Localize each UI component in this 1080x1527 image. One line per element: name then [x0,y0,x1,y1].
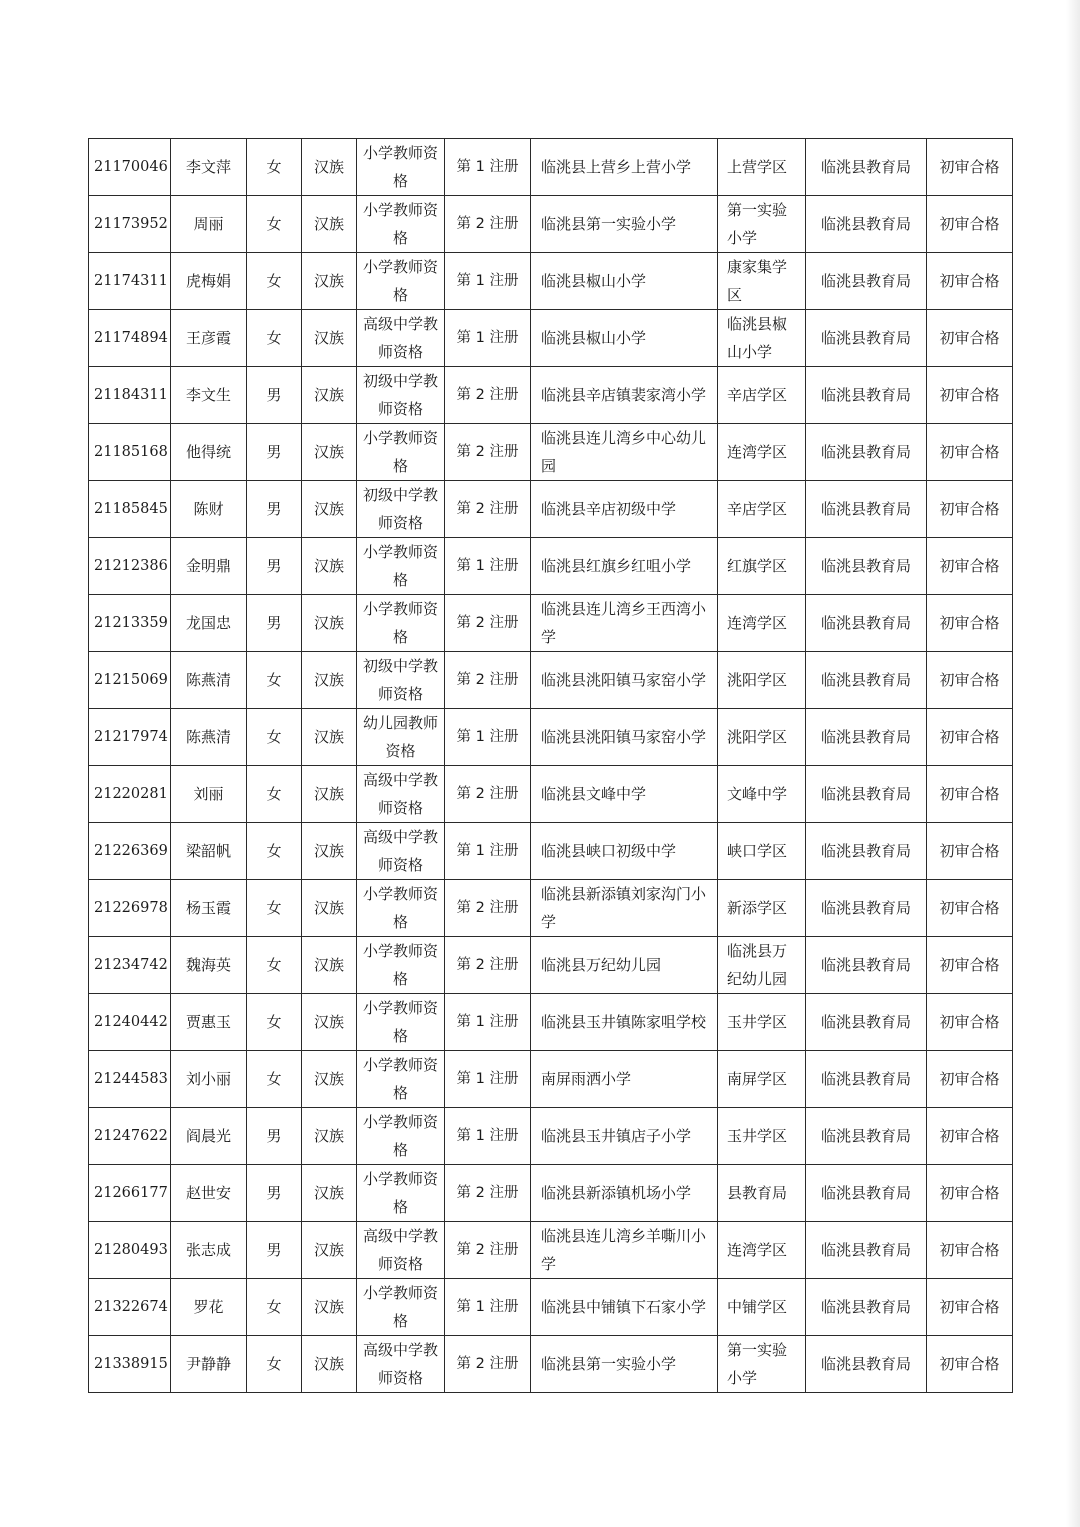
table-row [89,709,1013,766]
certificate-type-cell: 小学教师资格 [357,253,445,310]
registration-cell: 第 2 注册 [445,424,531,481]
review-result-cell: 初审合格 [927,880,1013,937]
gender-cell: 女 [247,937,302,994]
name-cell: 贾惠玉 [171,994,247,1051]
certificate-type-cell: 小学教师资格 [357,994,445,1051]
name-cell: 梁韶帆 [171,823,247,880]
registration-cell: 第 2 注册 [445,595,531,652]
certificate-type-cell: 初级中学教师资格 [357,481,445,538]
authority-cell: 临洮县教育局 [806,766,927,823]
teacher-id-cell: 21217974 [89,709,171,766]
teacher-id-cell: 21266177 [89,1165,171,1222]
review-result-cell: 初审合格 [927,1222,1013,1279]
district-cell: 康家集学区 [718,253,806,310]
name-cell: 魏海英 [171,937,247,994]
teacher-id-cell: 21173952 [89,196,171,253]
gender-cell: 女 [247,310,302,367]
name-cell: 陈燕清 [171,652,247,709]
review-result-cell: 初审合格 [927,709,1013,766]
gender-cell: 女 [247,1279,302,1336]
gender-cell: 女 [247,994,302,1051]
table-row [89,937,1013,994]
certificate-type-cell: 小学教师资格 [357,1279,445,1336]
authority-cell: 临洮县教育局 [806,196,927,253]
school-cell: 临洮县万纪幼儿园 [531,937,718,994]
school-cell: 临洮县连儿湾乡羊嘶川小学 [531,1222,718,1279]
gender-cell: 男 [247,481,302,538]
school-cell: 临洮县椒山小学 [531,310,718,367]
table-row [89,1222,1013,1279]
table-row [89,367,1013,424]
name-cell: 刘小丽 [171,1051,247,1108]
teacher-id-cell: 21322674 [89,1279,171,1336]
ethnicity-cell: 汉族 [302,1108,357,1165]
review-result-cell: 初审合格 [927,424,1013,481]
name-cell: 虎梅娟 [171,253,247,310]
page-edge-shadow [1066,0,1080,1527]
teacher-id-cell: 21226978 [89,880,171,937]
table-row [89,424,1013,481]
certificate-type-cell: 高级中学教师资格 [357,1336,445,1393]
gender-cell: 男 [247,595,302,652]
certificate-type-cell: 幼儿园教师资格 [357,709,445,766]
teacher-id-cell: 21185845 [89,481,171,538]
registration-cell: 第 1 注册 [445,139,531,196]
gender-cell: 女 [247,253,302,310]
review-result-cell: 初审合格 [927,1108,1013,1165]
authority-cell: 临洮县教育局 [806,310,927,367]
registration-cell: 第 1 注册 [445,994,531,1051]
registration-cell: 第 2 注册 [445,1165,531,1222]
gender-cell: 女 [247,766,302,823]
review-result-cell: 初审合格 [927,253,1013,310]
review-result-cell: 初审合格 [927,1051,1013,1108]
ethnicity-cell: 汉族 [302,823,357,880]
review-result-cell: 初审合格 [927,196,1013,253]
ethnicity-cell: 汉族 [302,880,357,937]
school-cell: 临洮县辛店初级中学 [531,481,718,538]
name-cell: 周丽 [171,196,247,253]
district-cell: 玉井学区 [718,994,806,1051]
district-cell: 上营学区 [718,139,806,196]
district-cell: 洮阳学区 [718,709,806,766]
registration-cell: 第 2 注册 [445,1222,531,1279]
table-row [89,538,1013,595]
ethnicity-cell: 汉族 [302,994,357,1051]
table-row [89,1165,1013,1222]
gender-cell: 男 [247,367,302,424]
authority-cell: 临洮县教育局 [806,253,927,310]
certificate-type-cell: 高级中学教师资格 [357,766,445,823]
ethnicity-cell: 汉族 [302,1222,357,1279]
district-cell: 第一实验小学 [718,1336,806,1393]
district-cell: 连湾学区 [718,424,806,481]
teacher-id-cell: 21240442 [89,994,171,1051]
table-row [89,310,1013,367]
school-cell: 临洮县上营乡上营小学 [531,139,718,196]
certificate-type-cell: 初级中学教师资格 [357,367,445,424]
school-cell: 临洮县新添镇机场小学 [531,1165,718,1222]
certificate-type-cell: 小学教师资格 [357,424,445,481]
authority-cell: 临洮县教育局 [806,367,927,424]
authority-cell: 临洮县教育局 [806,1165,927,1222]
teacher-id-cell: 21247622 [89,1108,171,1165]
certificate-type-cell: 小学教师资格 [357,880,445,937]
table-row [89,823,1013,880]
school-cell: 临洮县椒山小学 [531,253,718,310]
school-cell: 临洮县连儿湾乡王西湾小学 [531,595,718,652]
registration-cell: 第 2 注册 [445,937,531,994]
district-cell: 中铺学区 [718,1279,806,1336]
school-cell: 临洮县文峰中学 [531,766,718,823]
review-result-cell: 初审合格 [927,595,1013,652]
teacher-id-cell: 21212386 [89,538,171,595]
registration-cell: 第 2 注册 [445,766,531,823]
registration-cell: 第 1 注册 [445,709,531,766]
review-result-cell: 初审合格 [927,766,1013,823]
registration-cell: 第 2 注册 [445,196,531,253]
review-result-cell: 初审合格 [927,994,1013,1051]
district-cell: 连湾学区 [718,595,806,652]
certificate-type-cell: 小学教师资格 [357,937,445,994]
teacher-id-cell: 21174311 [89,253,171,310]
district-cell: 洮阳学区 [718,652,806,709]
table-row [89,595,1013,652]
table-row [89,196,1013,253]
table-row [89,1108,1013,1165]
teacher-id-cell: 21213359 [89,595,171,652]
gender-cell: 女 [247,139,302,196]
certificate-type-cell: 初级中学教师资格 [357,652,445,709]
school-cell: 临洮县红旗乡红咀小学 [531,538,718,595]
ethnicity-cell: 汉族 [302,709,357,766]
school-cell: 临洮县辛店镇裴家湾小学 [531,367,718,424]
school-cell: 临洮县洮阳镇马家窑小学 [531,652,718,709]
gender-cell: 男 [247,424,302,481]
ethnicity-cell: 汉族 [302,766,357,823]
school-cell: 临洮县玉井镇店子小学 [531,1108,718,1165]
gender-cell: 男 [247,1165,302,1222]
ethnicity-cell: 汉族 [302,937,357,994]
ethnicity-cell: 汉族 [302,1336,357,1393]
registration-cell: 第 1 注册 [445,823,531,880]
name-cell: 陈财 [171,481,247,538]
certificate-type-cell: 小学教师资格 [357,196,445,253]
name-cell: 刘丽 [171,766,247,823]
registration-cell: 第 2 注册 [445,1336,531,1393]
gender-cell: 女 [247,1051,302,1108]
ethnicity-cell: 汉族 [302,538,357,595]
review-result-cell: 初审合格 [927,652,1013,709]
school-cell: 临洮县连儿湾乡中心幼儿园 [531,424,718,481]
school-cell: 南屏雨洒小学 [531,1051,718,1108]
review-result-cell: 初审合格 [927,937,1013,994]
authority-cell: 临洮县教育局 [806,880,927,937]
authority-cell: 临洮县教育局 [806,1108,927,1165]
table-row [89,1051,1013,1108]
district-cell: 南屏学区 [718,1051,806,1108]
name-cell: 龙国忠 [171,595,247,652]
table-row [89,1279,1013,1336]
ethnicity-cell: 汉族 [302,196,357,253]
name-cell: 金明鼎 [171,538,247,595]
gender-cell: 女 [247,880,302,937]
review-result-cell: 初审合格 [927,481,1013,538]
district-cell: 临洮县万纪幼儿园 [718,937,806,994]
table-row [89,481,1013,538]
table-row [89,253,1013,310]
registration-cell: 第 2 注册 [445,880,531,937]
district-cell: 辛店学区 [718,367,806,424]
name-cell: 李文萍 [171,139,247,196]
ethnicity-cell: 汉族 [302,481,357,538]
review-result-cell: 初审合格 [927,1165,1013,1222]
registration-cell: 第 1 注册 [445,253,531,310]
name-cell: 王彦霞 [171,310,247,367]
registration-cell: 第 2 注册 [445,652,531,709]
authority-cell: 临洮县教育局 [806,1222,927,1279]
ethnicity-cell: 汉族 [302,1165,357,1222]
school-cell: 临洮县中铺镇下石家小学 [531,1279,718,1336]
teacher-id-cell: 21244583 [89,1051,171,1108]
school-cell: 临洮县新添镇刘家沟门小学 [531,880,718,937]
authority-cell: 临洮县教育局 [806,823,927,880]
review-result-cell: 初审合格 [927,310,1013,367]
registration-cell: 第 1 注册 [445,1279,531,1336]
certificate-type-cell: 小学教师资格 [357,595,445,652]
ethnicity-cell: 汉族 [302,1279,357,1336]
authority-cell: 临洮县教育局 [806,139,927,196]
name-cell: 杨玉霞 [171,880,247,937]
district-cell: 临洮县椒山小学 [718,310,806,367]
table-row [89,880,1013,937]
ethnicity-cell: 汉族 [302,652,357,709]
gender-cell: 女 [247,1336,302,1393]
school-cell: 临洮县第一实验小学 [531,1336,718,1393]
school-cell: 临洮县洮阳镇马家窑小学 [531,709,718,766]
review-result-cell: 初审合格 [927,538,1013,595]
authority-cell: 临洮县教育局 [806,1336,927,1393]
authority-cell: 临洮县教育局 [806,1051,927,1108]
ethnicity-cell: 汉族 [302,367,357,424]
gender-cell: 女 [247,823,302,880]
table-row [89,766,1013,823]
school-cell: 临洮县第一实验小学 [531,196,718,253]
name-cell: 阎晨光 [171,1108,247,1165]
ethnicity-cell: 汉族 [302,253,357,310]
table-row [89,1336,1013,1393]
authority-cell: 临洮县教育局 [806,538,927,595]
name-cell: 赵世安 [171,1165,247,1222]
school-cell: 临洮县峡口初级中学 [531,823,718,880]
certificate-type-cell: 小学教师资格 [357,1108,445,1165]
table-body [89,139,1013,1393]
ethnicity-cell: 汉族 [302,139,357,196]
review-result-cell: 初审合格 [927,823,1013,880]
gender-cell: 女 [247,709,302,766]
authority-cell: 临洮县教育局 [806,937,927,994]
teacher-id-cell: 21184311 [89,367,171,424]
district-cell: 连湾学区 [718,1222,806,1279]
authority-cell: 临洮县教育局 [806,709,927,766]
review-result-cell: 初审合格 [927,367,1013,424]
name-cell: 罗花 [171,1279,247,1336]
district-cell: 红旗学区 [718,538,806,595]
teacher-id-cell: 21234742 [89,937,171,994]
ethnicity-cell: 汉族 [302,595,357,652]
gender-cell: 男 [247,1108,302,1165]
name-cell: 张志成 [171,1222,247,1279]
district-cell: 辛店学区 [718,481,806,538]
gender-cell: 女 [247,652,302,709]
registration-cell: 第 1 注册 [445,1051,531,1108]
table-row [89,139,1013,196]
authority-cell: 临洮县教育局 [806,595,927,652]
gender-cell: 男 [247,1222,302,1279]
gender-cell: 男 [247,538,302,595]
registration-cell: 第 2 注册 [445,481,531,538]
registration-table [88,138,1013,1393]
teacher-id-cell: 21185168 [89,424,171,481]
registration-cell: 第 1 注册 [445,538,531,595]
certificate-type-cell: 小学教师资格 [357,538,445,595]
table-row [89,994,1013,1051]
certificate-type-cell: 高级中学教师资格 [357,1222,445,1279]
ethnicity-cell: 汉族 [302,424,357,481]
ethnicity-cell: 汉族 [302,310,357,367]
review-result-cell: 初审合格 [927,139,1013,196]
certificate-type-cell: 高级中学教师资格 [357,310,445,367]
teacher-id-cell: 21280493 [89,1222,171,1279]
registration-cell: 第 1 注册 [445,310,531,367]
district-cell: 第一实验小学 [718,196,806,253]
district-cell: 县教育局 [718,1165,806,1222]
name-cell: 李文生 [171,367,247,424]
registration-cell: 第 2 注册 [445,367,531,424]
authority-cell: 临洮县教育局 [806,994,927,1051]
district-cell: 玉井学区 [718,1108,806,1165]
table-row [89,652,1013,709]
teacher-id-cell: 21338915 [89,1336,171,1393]
teacher-id-cell: 21170046 [89,139,171,196]
district-cell: 峡口学区 [718,823,806,880]
certificate-type-cell: 高级中学教师资格 [357,823,445,880]
authority-cell: 临洮县教育局 [806,424,927,481]
gender-cell: 女 [247,196,302,253]
teacher-id-cell: 21215069 [89,652,171,709]
name-cell: 尹静静 [171,1336,247,1393]
review-result-cell: 初审合格 [927,1279,1013,1336]
certificate-type-cell: 小学教师资格 [357,1165,445,1222]
review-result-cell: 初审合格 [927,1336,1013,1393]
certificate-type-cell: 小学教师资格 [357,139,445,196]
name-cell: 陈燕清 [171,709,247,766]
ethnicity-cell: 汉族 [302,1051,357,1108]
teacher-id-cell: 21174894 [89,310,171,367]
authority-cell: 临洮县教育局 [806,1279,927,1336]
teacher-id-cell: 21220281 [89,766,171,823]
school-cell: 临洮县玉井镇陈家咀学校 [531,994,718,1051]
authority-cell: 临洮县教育局 [806,481,927,538]
registration-cell: 第 1 注册 [445,1108,531,1165]
district-cell: 文峰中学 [718,766,806,823]
teacher-id-cell: 21226369 [89,823,171,880]
name-cell: 他得统 [171,424,247,481]
authority-cell: 临洮县教育局 [806,652,927,709]
certificate-type-cell: 小学教师资格 [357,1051,445,1108]
district-cell: 新添学区 [718,880,806,937]
